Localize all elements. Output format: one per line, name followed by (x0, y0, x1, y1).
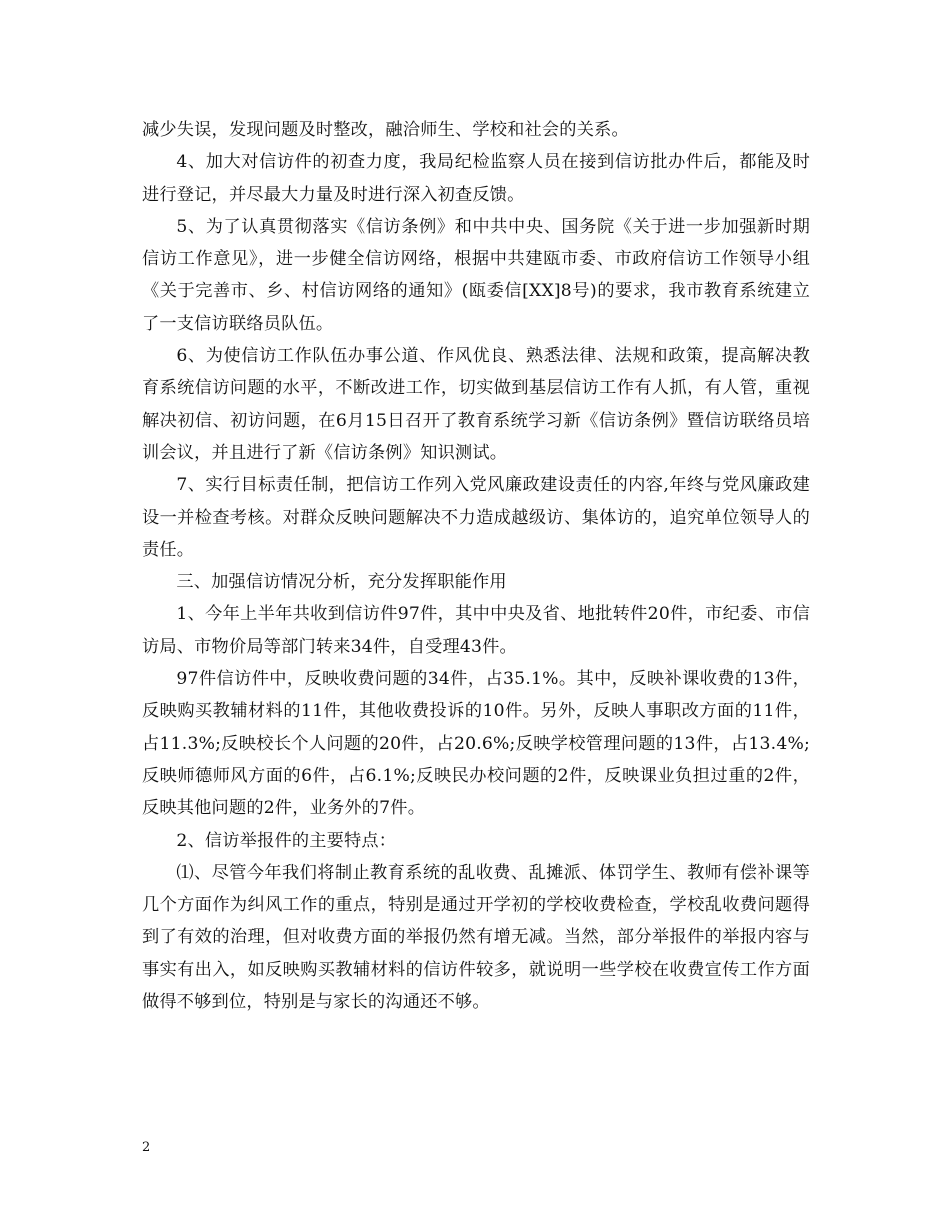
page-number: 2 (142, 1140, 151, 1155)
paragraph-3: 5、为了认真贯彻落实《信访条例》和中共中央、国务院《关于进一步加强新时期信访工作意见》，进一步健全信访网络，根据中共建瓯市委、市政府信访工作领导小组《关于完善市、乡、村信访网络的通知》(瓯委信[XX]8号)的要求，我市教育系统建立了一支信访联络员队伍。 (142, 216, 810, 334)
section-heading: 三、加强信访情况分析，充分发挥职能作用 (176, 572, 507, 593)
paragraph-10: ⑴、尽管今年我们将制止教育系统的乱收费、乱摊派、体罚学生、教师有偿补课等几个方面作为纠风工作的重点，特别是通过开学初的学校收费检查，学校乱收费问题得到了有效的治理，但对收费方面的举报仍然有增无减。当然，部分举报件的举报内容与事实有出入，如反映购买教辅材料的信访件较多，就说明一些学校在收费宣传工作方面做得不够到位，特别是与家长的沟通还不够。 (142, 862, 810, 1013)
paragraph-4: 6、为使信访工作队伍办事公道、作风优良、熟悉法律、法规和政策，提高解决教育系统信访问题的水平，不断改进工作，切实做到基层信访工作有人抓，有人管，重视解决初信、初访问题，在6月15日召开了教育系统学习新《信访条例》暨信访联络员培训会议，并且进行了新《信访条例》知识测试。 (142, 346, 810, 463)
paragraph-8: 97件信访件中，反映收费问题的34件，占35.1%。其中，反映补课收费的13件，反映购买教辅材料的11件，其他收费投诉的10件。另外，反映人事职改方面的11件，占11.3%;反映校长个人问题的20件，占20.6%;反映学校管理问题的13件，占13.4%;反映师德师风方面的6件，占6.1%;反映民办校问题的2件，反映课业负担过重的2件，反映其他问题的2件，业务外的7件。 (142, 669, 810, 819)
document-body (142, 114, 810, 1018)
paragraph-9: 2、信访举报件的主要特点： (176, 830, 397, 851)
paragraph-5: 7、实行目标责任制，把信访工作列入党风廉政建设责任的内容,年终与党风廉政建设一并检查考核。对群众反映问题解决不力造成越级访、集体访的，追究单位领导人的责任。 (142, 475, 810, 560)
paragraph-7: 1、今年上半年共收到信访件97件，其中中央及省、地批转件20件，市纪委、市信访局、市物价局等部门转来34件，自受理43件。 (142, 604, 810, 657)
paragraph-1: 减少失误，发现问题及时整改，融洽师生、学校和社会的关系。 (142, 120, 629, 140)
paragraph-2: 4、加大对信访件的初查力度，我局纪检监察人员在接到信访批办件后，都能及时进行登记，并尽最大力量及时进行深入初查反馈。 (142, 152, 810, 205)
